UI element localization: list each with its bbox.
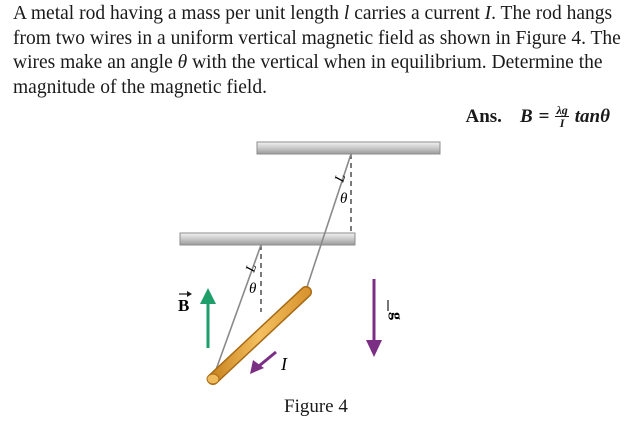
problem-text-3: . The rod hangs from two wires in a uniform vertical magnetic field as shown in Figure 4. The wires make an angle <box>13 3 621 73</box>
problem-text-2: carries a current <box>349 3 485 24</box>
answer-label: Ans. <box>465 105 502 127</box>
fraction-numerator: λg <box>556 103 568 117</box>
upper-angle-label: θ <box>340 191 348 207</box>
lower-angle-label: θ <box>249 281 257 297</box>
upper-support-bar <box>257 142 440 154</box>
upper-wire <box>306 154 351 290</box>
current-arrow <box>259 352 276 366</box>
lower-support-bar <box>180 233 355 245</box>
magnetic-field-arrowhead <box>200 288 216 304</box>
current-symbol: I <box>484 3 492 24</box>
upper-wire-length-label: L <box>332 172 350 185</box>
formula-lhs: B <box>519 105 533 127</box>
current-label: I <box>281 354 287 374</box>
formula-tangent: tanθ <box>574 105 610 127</box>
field-vector-tip <box>187 291 192 297</box>
figure-caption: Figure 4 <box>284 396 348 417</box>
lower-wire-length-label: L <box>243 262 261 275</box>
gravity-label: g <box>388 312 405 320</box>
problem-text-4: with the vertical when in equilibrium. Determine the magnitude of the magnetic field. <box>13 52 603 98</box>
field-label: B <box>178 296 190 315</box>
gravity-arrowhead <box>366 340 382 357</box>
problem-text-1: A metal rod having a mass per unit length <box>13 3 344 24</box>
fraction-denominator: I <box>559 116 565 130</box>
angle-symbol: θ <box>177 52 188 73</box>
mass-density-symbol: l <box>343 3 350 24</box>
formula-equals: = <box>538 105 550 127</box>
rod-end-cap <box>207 374 219 384</box>
